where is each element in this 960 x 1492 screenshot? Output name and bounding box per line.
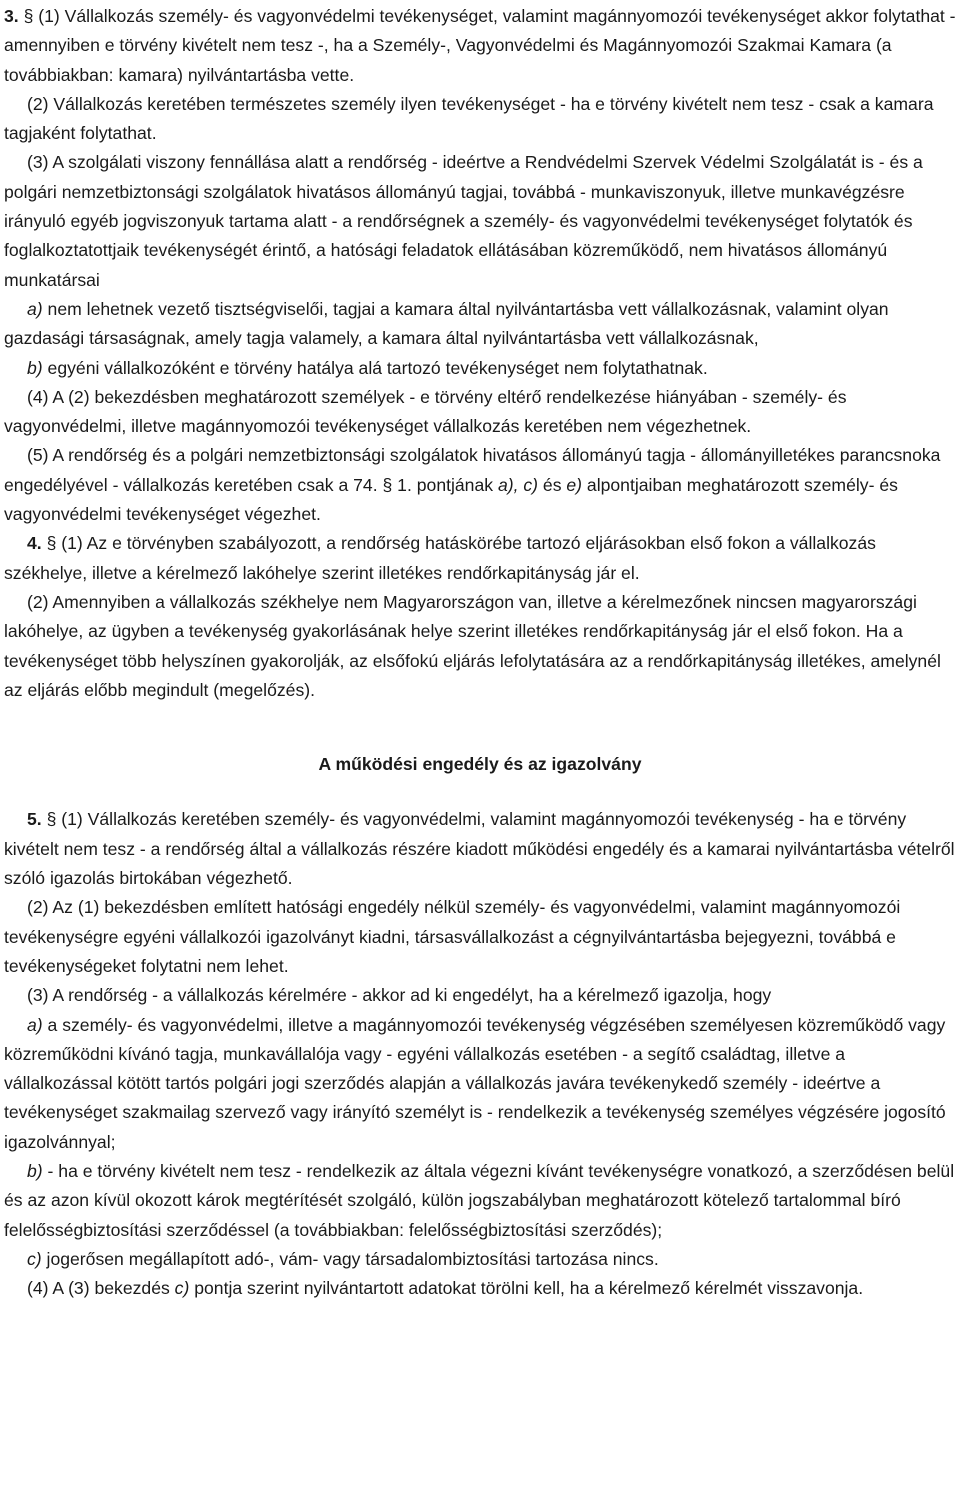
text-run: (4) A (3) bekezdés xyxy=(27,1278,175,1299)
section-5-point-c xyxy=(4,1245,956,1274)
italic-run: c) xyxy=(174,1278,190,1299)
point-text: - ha e törvény kivételt nem tesz - rendelkezik az általa végezni kívánt tevékenységre vonatkozó, a szerződésen belül és az azon kívül okozott károk megtérítését szolgáló, külön jogszabályban meghatározott kötelező tartalommal bíró felelősségbiztosítási szerződéssel (a továbbiakban: felelősségbiztosítási szerződés); xyxy=(4,1160,955,1240)
text-run: és xyxy=(538,474,567,495)
text-run: (5) A rendőrség és a polgári nemzetbiztonsági szolgálatok hivatásos állományú tagja - állományilletékes parancsnoka engedélyével - vállalkozás keretében csak a 74. xyxy=(4,445,941,495)
point-text: egyéni vállalkozóként e törvény hatálya alá tartozó tevékenységet nem folytathatnak. xyxy=(42,357,708,378)
section-3-point-a xyxy=(4,295,956,354)
text-run: 1. pontjának xyxy=(392,474,498,495)
section-5-paragraph-3: (3) A rendőrség - a vállalkozás kérelmére - akkor ad ki engedélyt, ha a kérelmező igazolja, hogy xyxy=(27,985,772,1006)
section-3-paragraph-3: (3) A szolgálati viszony fennállása alatt a rendőrség - ideértve a Rendvédelmi Szervek Védelmi Szolgálatát is - és a polgári nemzetbiztonsági szolgálatok hivatásos állományú tagjai, továbbá - munkaviszonyuk, illetve munkavégzésre irányuló egyéb jogviszonyuk tartama alatt - a rendőrségnek a személy- és vagyonvédelmi tevékenységet folytatók és foglalkoztatottjaik tevékenységét érintő, a hatósági feladatok ellátásában közreműködő, nem hivatásos állományú munkatársai xyxy=(4,152,923,290)
italic-run: e) xyxy=(566,474,583,495)
section-5-text-1: (1) Vállalkozás keretében személy- és vagyonvédelmi, valamint magánnyomozói tevékenység - ha e törvény kivételt nem tesz - a rendőrség által a vállalkozás részére kiadott működési engedély és a kamarai nyilvántartásba vételről szóló igazolás birtokában végezhető. xyxy=(4,809,955,889)
section-5-point-a xyxy=(4,1011,956,1157)
section-5-paragraph-4 xyxy=(4,1274,956,1303)
section-3-paragraph-4: (4) A (2) bekezdésben meghatározott személyek - e törvény eltérő rendelkezése hiányában - személy- és vagyonvédelmi, illetve magánnyomozói tevékenységet vállalkozás keretében nem végezhetnek. xyxy=(4,386,847,437)
section-3-point-b xyxy=(4,354,956,383)
section-5-point-b xyxy=(4,1157,956,1245)
section-4-paragraph-2: (2) Amennyiben a vállalkozás székhelye nem Magyarországon van, illetve a kérelmezőnek nincsen magyarországi lakóhelye, az ügyben a tevékenység gyakorlásának helye szerint illetékes rendőrkapitányság jár el első fokon. Ha a tevékenységet több helyszínen gyakorolják, az elsőfokú eljárás lefolytatására az a rendőrkapitányság illetékes, amelynél az eljárás előbb megindult (megelőzés). xyxy=(4,591,941,700)
point-label: a) xyxy=(27,1014,43,1035)
section-4-paragraph-1 xyxy=(4,529,956,588)
section-3-paragraph-1 xyxy=(4,2,956,90)
section-mark: § xyxy=(382,474,393,495)
section-4-number: 4. xyxy=(27,533,42,554)
section-3-number: 3. xyxy=(4,6,19,26)
point-text: nem lehetnek vezető tisztségviselői, tagjai a kamara által nyilvántartásba vett vállalkozásnak, valamint olyan gazdasági társaságnak, amely tagja valamely, a kamara által nyilvántartásba vett vállalkozásnak, xyxy=(4,298,889,349)
point-label: b) xyxy=(27,1160,43,1181)
section-5-mark: § xyxy=(46,809,57,830)
point-label: c) xyxy=(27,1248,42,1269)
chapter-heading: A működési engedély és az igazolvány xyxy=(318,754,642,775)
text-run: pontja szerint nyilvántartott adatokat törölni kell, ha a kérelmező kérelmét visszavonja. xyxy=(189,1278,864,1299)
point-text: jogerősen megállapított adó-, vám- vagy társadalombiztosítási tartozása nincs. xyxy=(41,1248,659,1269)
section-3-paragraph-5 xyxy=(4,441,956,529)
section-5-paragraph-1 xyxy=(4,805,956,893)
section-3-paragraph-2: (2) Vállalkozás keretében természetes személy ilyen tevékenységet - ha e törvény kivételt nem tesz - csak a kamara tagjaként folytathat. xyxy=(4,93,934,144)
section-4-mark: § xyxy=(46,533,57,554)
section-4-text-1: (1) Az e törvényben szabályozott, a rendőrség hatáskörébe tartozó eljárásokban első fokon a vállalkozás székhelye, illetve a kérelmező lakóhelye szerint illetékes rendőrkapitányság jár el. xyxy=(4,533,876,583)
section-5-paragraph-2: (2) Az (1) bekezdésben említett hatósági engedély nélkül személy- és vagyonvédelmi, valamint magánnyomozói tevékenységre egyéni vállalkozói igazolványt kiadni, társasvállalkozást a cégnyilvántartásba bejegyezni, továbbá e tevékenységeket folytatni nem lehet. xyxy=(4,897,901,976)
point-label: b) xyxy=(27,357,43,378)
italic-run: a), c) xyxy=(497,474,539,495)
section-5-number: 5. xyxy=(27,809,42,830)
point-text: a személy- és vagyonvédelmi, illetve a magánnyomozói tevékenység végzésében személyesen közreműködő vagy közreműködni kívánó tagja, munkavállalója vagy - egyéni vállalkozás esetében - a segítő családtag, illetve a vállalkozással kötött tartós polgári jogi szerződés alapján a vállalkozás javára tevékenykedő személy - ideértve a tevékenységet szakmailag szervező vagy irányító személyt is - rendelkezik a tevékenység személyes végzésére jogosító igazolvánnyal; xyxy=(4,1014,946,1152)
point-label: a) xyxy=(27,298,43,319)
text-run: alpontjaiban meghatározott személy- és vagyonvédelmi tevékenységet végezhet. xyxy=(4,474,898,525)
section-3-mark: § xyxy=(23,6,34,26)
section-3-text-1: (1) Vállalkozás személy- és vagyonvédelmi tevékenységet, valamint magánnyomozói tevékenységet akkor folytathat - amennyiben e törvény kivételt nem tesz -, ha a Személy-, Vagyonvédelmi és Magánnyomozói Szakmai Kamara (a továbbiakban: kamara) nyilvántartásba vette. xyxy=(4,6,956,85)
